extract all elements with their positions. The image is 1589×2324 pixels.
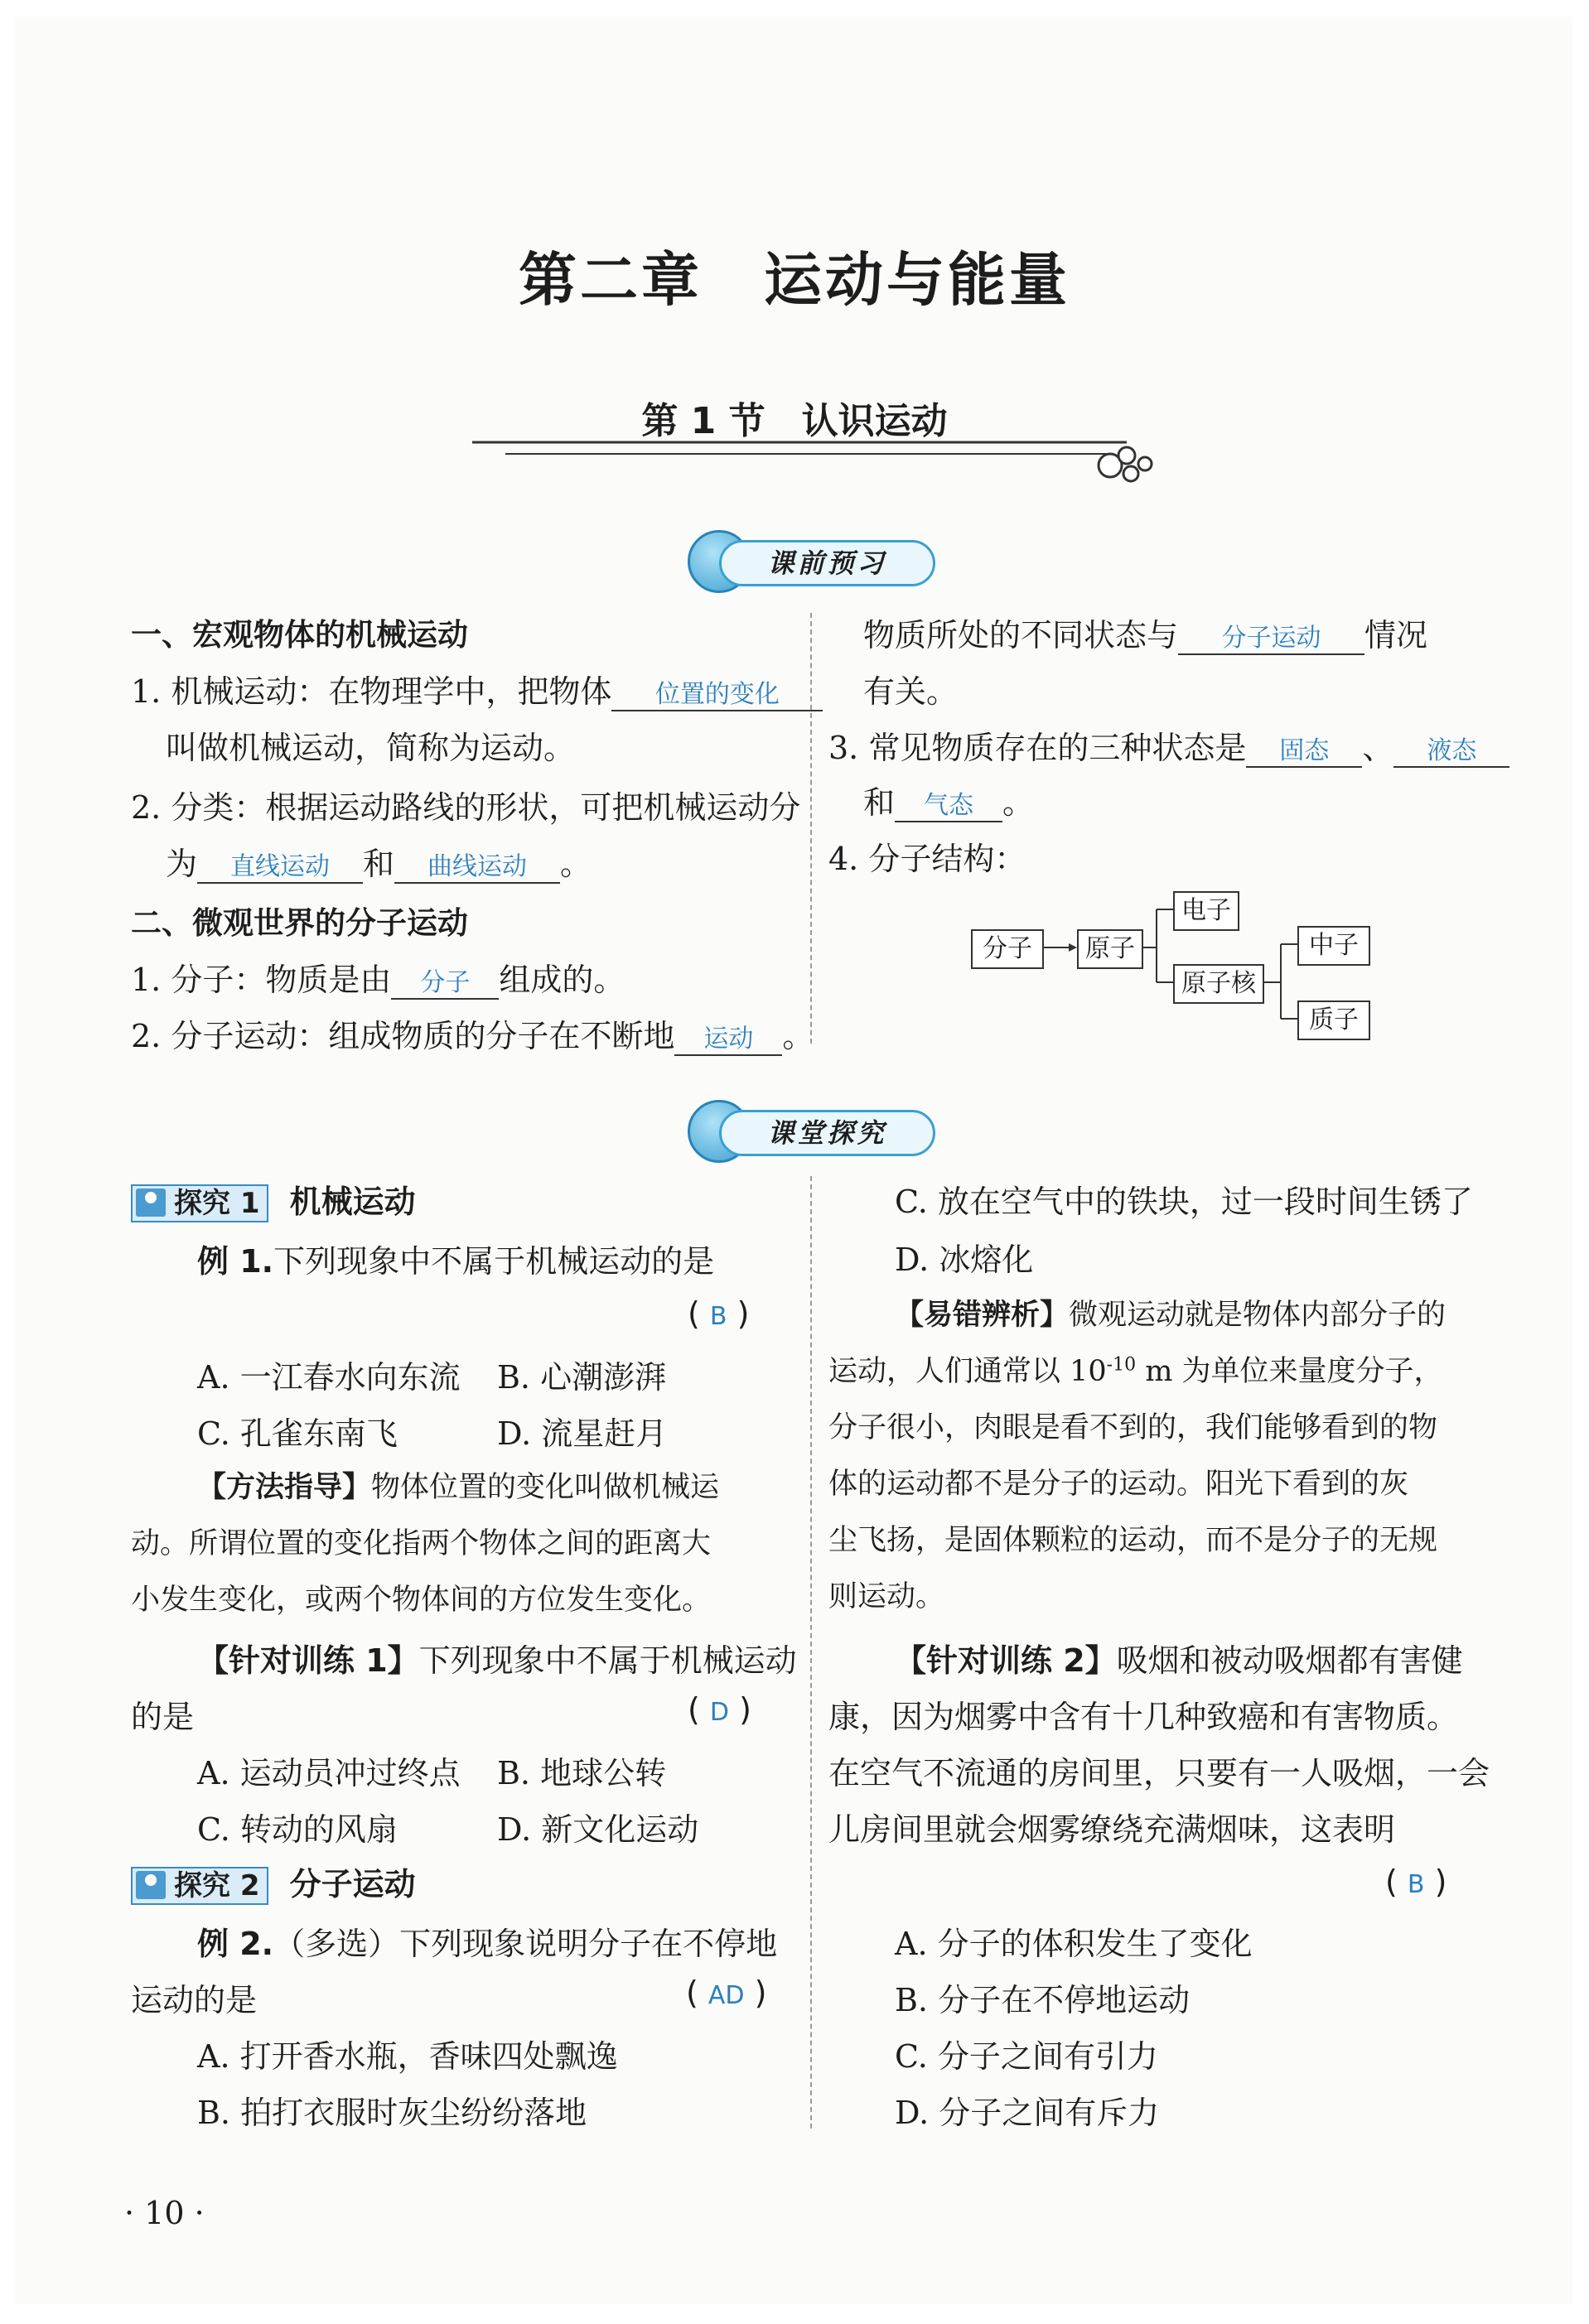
- preview-right-item-4: 4. 分子结构：: [828, 841, 1026, 877]
- preview-banner-label: 课前预习: [719, 540, 935, 586]
- explore-2-heading: [131, 1859, 416, 1905]
- method-text: 物体位置的变化叫做机械运: [371, 1471, 720, 1504]
- text-fragment: 、: [1362, 730, 1394, 766]
- section-underline-decoration: [472, 431, 1168, 489]
- text-fragment: 和: [363, 846, 395, 882]
- training-1-line-1: [197, 1635, 797, 1680]
- preview-item-1-line-2: 叫做机械运动，简称为运动。: [166, 730, 576, 766]
- training-2-line-4: 儿房间里就会烟雾缭绕充满烟味，这表明: [828, 1811, 1396, 1848]
- training-1-option-a: A. 运动员冲过终点: [197, 1755, 461, 1791]
- training-2-option-d: D. 分子之间有斥力: [895, 2095, 1160, 2131]
- page-number: · 10 ·: [124, 2195, 205, 2231]
- training-2-option-c: C. 分子之间有引力: [895, 2038, 1158, 2075]
- answer-molecule: 分子: [420, 968, 471, 997]
- method-guide-line-3: 小发生变化，或两个物体间的方位发生变化。: [131, 1584, 712, 1617]
- text-fragment: 运动，人们通常以 10: [828, 1355, 1107, 1388]
- example-text: 下列现象中不属于机械运动的是: [273, 1243, 715, 1280]
- example-text: （多选）下列现象说明分子在不停地: [273, 1926, 778, 1962]
- student-icon: [136, 1871, 166, 1899]
- example-1-option-a: A. 一江春水向东流: [197, 1359, 461, 1396]
- column-divider: [810, 613, 812, 1044]
- preview-molecule-1: [131, 954, 625, 1000]
- explore-banner-label: 课堂探究: [719, 1110, 935, 1156]
- error-text: 微观运动就是物体内部分子的: [1069, 1299, 1447, 1332]
- answer-blank: [1393, 731, 1509, 768]
- common-error-line-4: 体的运动都不是分子的运动。阳光下看到的灰: [828, 1468, 1409, 1501]
- example-2-option-b: B. 拍打衣服时灰尘纷纷落地: [197, 2095, 587, 2131]
- text-fragment: 和: [863, 784, 896, 821]
- text-fragment: 3. 常见物质存在的三种状态是: [828, 730, 1247, 766]
- text-fragment: m 为单位来量度分子，: [1136, 1355, 1443, 1388]
- tag-label: 探究 1: [174, 1187, 260, 1220]
- training-1-answer-bracket: ( D ): [688, 1691, 751, 1728]
- example-2-question: [197, 1918, 777, 1964]
- example-2-option-d: D. 冰熔化: [895, 1242, 1034, 1278]
- student-icon: [136, 1189, 166, 1217]
- example-2-question-line-2: 运动的是: [131, 1982, 258, 2018]
- training-2-answer: B: [1407, 1870, 1425, 1899]
- answer-linear-motion: 直线运动: [230, 852, 331, 881]
- method-guide-line-2: 动。所谓位置的变化指两个物体之间的距离大: [131, 1527, 712, 1560]
- explore-1-title: 机械运动: [289, 1184, 416, 1220]
- preview-right-line-1: [863, 610, 1427, 655]
- training-1-line-2: 的是: [131, 1699, 195, 1735]
- training-1-option-c: C. 转动的风扇: [197, 1811, 398, 1848]
- example-1-question: [197, 1236, 714, 1281]
- answer-liquid: 液态: [1427, 736, 1477, 765]
- example-1-answer-bracket: ( B ): [688, 1295, 750, 1332]
- answer-solid: 固态: [1279, 736, 1330, 765]
- example-1-option-d: D. 流星赶月: [497, 1415, 668, 1452]
- answer-blank: [895, 786, 1002, 822]
- explore-2-title: 分子运动: [289, 1866, 416, 1902]
- exponent: -10: [1106, 1354, 1137, 1376]
- example-1-answer: B: [709, 1302, 727, 1331]
- answer-blank: [394, 847, 560, 884]
- tag-label: 探究 2: [174, 1869, 260, 1902]
- preview-item-1-text: 1. 机械运动：在物理学中，把物体: [131, 673, 612, 710]
- example-1-option-b: B. 心潮澎湃: [497, 1359, 667, 1396]
- preview-heading-1: 一、宏观物体的机械运动: [131, 617, 468, 653]
- text-fragment: 。: [782, 1018, 814, 1054]
- preview-right-item-3-line-2: [863, 777, 1034, 822]
- diagram-molecule-box: 分子: [971, 929, 1044, 969]
- text-fragment: 情况: [1364, 617, 1428, 653]
- preview-right-item-3: [828, 722, 1509, 768]
- error-label: 【易错辨析】: [895, 1299, 1070, 1332]
- common-error-line-6: 则运动。: [828, 1580, 945, 1613]
- training-2-line-1: [895, 1635, 1463, 1680]
- example-1-option-c: C. 孔雀东南飞: [197, 1415, 398, 1452]
- diagram-electron-box: 电子: [1173, 891, 1239, 931]
- answer-gas: 气态: [924, 791, 974, 820]
- training-2-answer-bracket: ( B ): [1385, 1864, 1447, 1900]
- training-2-line-2: 康，因为烟雾中含有十几种致癌和有害物质。: [828, 1699, 1459, 1735]
- answer-blank: [611, 675, 823, 711]
- text-fragment: 。: [1002, 784, 1035, 821]
- preview-item-2-line-1: 2. 分类：根据运动路线的形状，可把机械运动分: [131, 789, 801, 826]
- example-label: 例 2.: [197, 1926, 274, 1962]
- text-fragment: 。: [560, 846, 592, 882]
- common-error-line-3: 分子很小，肉眼是看不到的，我们能够看到的物: [828, 1411, 1438, 1444]
- text-fragment: 2. 分子运动：组成物质的分子在不断地: [131, 1018, 675, 1054]
- answer-blank: [674, 1020, 782, 1056]
- column-divider: [810, 1176, 812, 2129]
- training-1-option-d: D. 新文化运动: [497, 1811, 699, 1848]
- training-label: 【针对训练 2】: [895, 1642, 1117, 1679]
- preview-molecule-2: [131, 1010, 814, 1056]
- explore-1-tag: [131, 1184, 268, 1222]
- answer-blank: [391, 963, 499, 1000]
- example-2-answer: AD: [708, 1981, 745, 2010]
- diagram-atom-box: 原子: [1077, 929, 1143, 969]
- answer-position-change: 位置的变化: [654, 680, 780, 709]
- method-label: 【方法指导】: [197, 1471, 372, 1504]
- answer-molecular-motion: 分子运动: [1221, 624, 1321, 653]
- training-2-option-a: A. 分子的体积发生了变化: [895, 1926, 1253, 1962]
- training-1-option-b: B. 地球公转: [497, 1755, 667, 1791]
- explore-banner: [688, 1100, 936, 1158]
- preview-heading-2: 二、微观世界的分子运动: [131, 905, 468, 941]
- chapter-title: 第二章 运动与能量: [519, 245, 1070, 314]
- answer-blank: [197, 847, 363, 884]
- diagram-neutron-box: 中子: [1297, 926, 1370, 966]
- preview-item-1-line-1: [131, 666, 823, 711]
- common-error-line-2: [828, 1348, 1443, 1390]
- diagram-nucleus-box: 原子核: [1173, 964, 1264, 1004]
- training-label: 【针对训练 1】: [197, 1642, 419, 1679]
- explore-2-tag: [131, 1867, 268, 1905]
- answer-motion: 运动: [703, 1025, 754, 1054]
- answer-blank: [1178, 619, 1364, 655]
- section-title: 第 1 节 认识运动: [641, 400, 948, 442]
- answer-blank: [1246, 731, 1362, 768]
- training-2-option-b: B. 分子在不停地运动: [895, 1982, 1191, 2018]
- text-fragment: 1. 分子：物质是由: [131, 962, 392, 998]
- explore-1-heading: [131, 1176, 416, 1222]
- answer-curved-motion: 曲线运动: [427, 852, 528, 881]
- common-error-line-1: [895, 1292, 1446, 1333]
- preview-banner: [688, 530, 936, 588]
- example-2-option-a: A. 打开香水瓶，香味四处飘逸: [197, 2038, 618, 2075]
- text-fragment: 物质所处的不同状态与: [863, 617, 1179, 653]
- training-text: 下列现象中不属于机械运动: [418, 1642, 797, 1679]
- preview-right-line-2: 有关。: [863, 673, 959, 710]
- preview-item-2-line-2: [166, 838, 592, 884]
- example-2-option-c: C. 放在空气中的铁块，过一段时间生锈了: [895, 1184, 1473, 1220]
- text-fragment: 为: [166, 846, 198, 882]
- example-2-answer-bracket: ( AD ): [686, 1974, 767, 2011]
- common-error-line-5: 尘飞扬，是固体颗粒的运动，而不是分子的无规: [828, 1524, 1438, 1557]
- example-label: 例 1.: [197, 1243, 274, 1280]
- training-text: 吸烟和被动吸烟都有害健: [1116, 1642, 1463, 1679]
- text-fragment: 组成的。: [499, 962, 625, 998]
- training-2-line-3: 在空气不流通的房间里，只要有一人吸烟，一会: [828, 1755, 1490, 1791]
- method-guide-line-1: [197, 1464, 719, 1506]
- diagram-proton-box: 质子: [1297, 1000, 1370, 1040]
- training-1-answer: D: [709, 1698, 730, 1727]
